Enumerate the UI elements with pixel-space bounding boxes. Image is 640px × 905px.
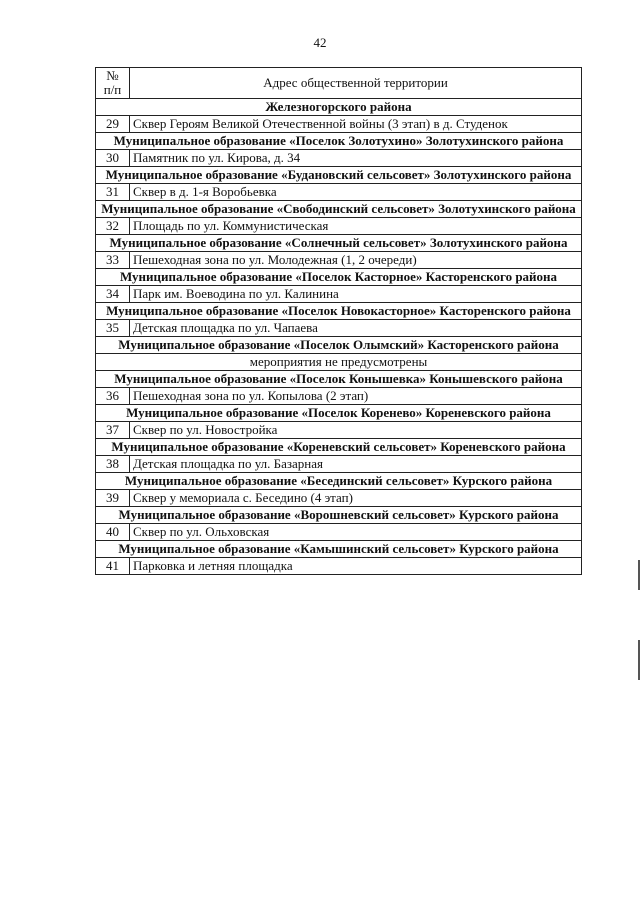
- section-heading: Муниципальное образование «Ворошневский сельсовет» Курского района: [96, 507, 582, 524]
- territory-address: Пешеходная зона по ул. Молодежная (1, 2 очереди): [130, 252, 582, 269]
- row-number: 30: [96, 150, 130, 167]
- table-row: [96, 150, 582, 167]
- section-heading: Муниципальное образование «Камышинский сельсовет» Курского района: [96, 541, 582, 558]
- territory-address: Детская площадка по ул. Чапаева: [130, 320, 582, 337]
- section-row: [96, 541, 582, 558]
- territory-table: [95, 67, 582, 575]
- row-number: 34: [96, 286, 130, 303]
- table-row: [96, 218, 582, 235]
- section-heading: Железногорского района: [96, 99, 582, 116]
- section-heading: Муниципальное образование «Поселок Золотухино» Золотухинского района: [96, 133, 582, 150]
- row-number: 41: [96, 558, 130, 575]
- table-header-row: [96, 68, 582, 99]
- section-row: [96, 507, 582, 524]
- row-number: 37: [96, 422, 130, 439]
- section-row: [96, 371, 582, 388]
- territory-address: Памятник по ул. Кирова, д. 34: [130, 150, 582, 167]
- territory-address: Парковка и летняя площадка: [130, 558, 582, 575]
- territory-address: Сквер у мемориала с. Беседино (4 этап): [130, 490, 582, 507]
- table-row: [96, 524, 582, 541]
- section-heading: Муниципальное образование «Поселок Олымский» Касторенского района: [96, 337, 582, 354]
- row-number: 39: [96, 490, 130, 507]
- territory-address: Пешеходная зона по ул. Копылова (2 этап): [130, 388, 582, 405]
- row-number: 35: [96, 320, 130, 337]
- section-row: [96, 269, 582, 286]
- territory-address: Сквер по ул. Ольховская: [130, 524, 582, 541]
- header-address-cell: Адрес общественной территории: [130, 68, 582, 99]
- section-heading: Муниципальное образование «Поселок Конышевка» Конышевского района: [96, 371, 582, 388]
- note-row: [96, 354, 582, 371]
- section-heading: Муниципальное образование «Солнечный сельсовет» Золотухинского района: [96, 235, 582, 252]
- section-row: [96, 235, 582, 252]
- section-row: [96, 473, 582, 490]
- section-heading: Муниципальное образование «Поселок Касторное» Касторенского района: [96, 269, 582, 286]
- row-number: 29: [96, 116, 130, 133]
- row-number: 40: [96, 524, 130, 541]
- table-row: [96, 422, 582, 439]
- section-heading: Муниципальное образование «Бесединский сельсовет» Курского района: [96, 473, 582, 490]
- section-row: [96, 303, 582, 320]
- table-row: [96, 286, 582, 303]
- table-row: [96, 558, 582, 575]
- territory-address: Сквер в д. 1-я Воробьевка: [130, 184, 582, 201]
- table-row: [96, 252, 582, 269]
- section-heading: Муниципальное образование «Будановский сельсовет» Золотухинского района: [96, 167, 582, 184]
- territory-address: Площадь по ул. Коммунистическая: [130, 218, 582, 235]
- page-number: 42: [313, 35, 327, 50]
- table-row: [96, 320, 582, 337]
- section-heading: Муниципальное образование «Поселок Новокасторное» Касторенского района: [96, 303, 582, 320]
- row-number: 36: [96, 388, 130, 405]
- section-row: [96, 439, 582, 456]
- table-row: [96, 388, 582, 405]
- section-row: [96, 201, 582, 218]
- section-row: [96, 167, 582, 184]
- section-heading: Муниципальное образование «Кореневский сельсовет» Кореневского района: [96, 439, 582, 456]
- header-number-cell: [96, 68, 130, 99]
- section-row: [96, 99, 582, 116]
- row-number: 38: [96, 456, 130, 473]
- table-row: [96, 490, 582, 507]
- header-number-label: п/п: [103, 82, 122, 97]
- table-row: [96, 184, 582, 201]
- table-row: [96, 116, 582, 133]
- section-heading: Муниципальное образование «Свободинский сельсовет» Золотухинского района: [96, 201, 582, 218]
- row-number: 31: [96, 184, 130, 201]
- section-row: [96, 133, 582, 150]
- territory-address: Детская площадка по ул. Базарная: [130, 456, 582, 473]
- note-text: мероприятия не предусмотрены: [96, 354, 582, 371]
- territory-address: Сквер по ул. Новостройка: [130, 422, 582, 439]
- row-number: 32: [96, 218, 130, 235]
- section-row: [96, 405, 582, 422]
- row-number: 33: [96, 252, 130, 269]
- territory-address: Сквер Героям Великой Отечественной войны (3 этап) в д. Студенок: [130, 116, 582, 133]
- section-row: [96, 337, 582, 354]
- territory-address: Парк им. Воеводина по ул. Калинина: [130, 286, 582, 303]
- header-number-sign: №: [106, 68, 119, 83]
- section-heading: Муниципальное образование «Поселок Коренево» Кореневского района: [96, 405, 582, 422]
- table-row: [96, 456, 582, 473]
